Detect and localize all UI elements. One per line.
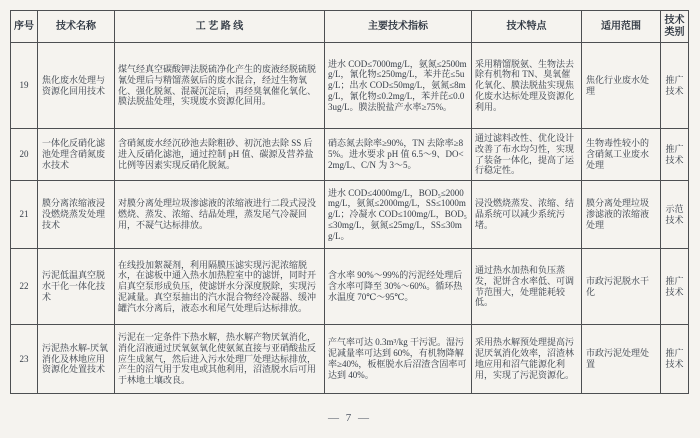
cell-tech-name: 污泥热水解-厌氧消化及林地应用资源化处置技术	[38, 325, 115, 394]
cell-features: 采用精馏脱氨、生物法去除有机物和 TN、臭氧催化氧化、膜法脱盐实现焦化废水达标处理及资源化利用。	[472, 43, 582, 129]
column-header-features: 技术特点	[472, 11, 582, 43]
cell-category: 推广技术	[661, 129, 689, 181]
table-row	[11, 43, 689, 129]
table-row	[11, 181, 689, 249]
cell-serial: 21	[11, 181, 38, 249]
technology-table	[10, 10, 689, 394]
page-number: — 7 —	[328, 412, 371, 424]
cell-indicators: 进水 COD≤7000mg/L，氨氮≤2500mg/L，氰化物≤250mg/L，苯并芘≤5ug/L；出水 COD≤50mg/L，氨氮≤8mg/L，氰化物≤0.2mg/L，苯并芘≤0.03ug/L。膜法脱盐产水率≥75%。	[325, 43, 472, 129]
column-header-name: 技术名称	[38, 11, 115, 43]
cell-category: 推广技术	[661, 43, 689, 129]
cell-category: 推广技术	[661, 325, 689, 394]
column-header-category: 技术类别	[661, 11, 689, 43]
column-header-scope: 适用范围	[582, 11, 661, 43]
cell-tech-name: 一体化反硝化滤池处理含硝氮废水技术	[38, 129, 115, 181]
cell-features: 通过热水加热和负压蒸发，泥饼含水率低、可调节范围大，处理能耗较低。	[472, 249, 582, 325]
table-header-row	[11, 11, 689, 43]
cell-indicators: 进水 COD≤4000mg/L，BOD₅≤2000mg/L，氨氮≤2000mg/L，SS≤1000mg/L；冷凝水 COD≤100mg/L，BOD₅≤30mg/L，氨氮≤25mg/L，SS≤30mg/L。	[325, 181, 472, 249]
cell-process: 对膜分离处理垃圾渗滤液的浓缩液进行二段式浸没燃烧、蒸发、浓缩、结晶处理，蒸发尾气冷凝回用，不凝气达标排放。	[115, 181, 325, 249]
cell-scope: 市政污泥处理处置	[582, 325, 661, 394]
cell-tech-name: 焦化废水处理与资源化回用技术	[38, 43, 115, 129]
cell-features: 通过滤料改性、优化设计改善了布水均匀性，实现了装备一体化，提高了运行稳定性。	[472, 129, 582, 181]
cell-process: 在线投加絮凝剂，利用隔膜压滤实现污泥浓缩脱水，在滤板中通入热水加热腔室中的滤饼，同时开启真空泵形成负压，使滤饼水分深度脱除，实现污泥减量。真空泵抽出的汽水混合物经冷凝器、缓冲罐汽水分离后，液态水和尾气处理后达标排放。	[115, 249, 325, 325]
cell-indicators: 硝态氮去除率≥90%，TN 去除率≥85%。进水要求 pH 值 6.5～9、DO<2mg/L、C/N 为 3～5。	[325, 129, 472, 181]
cell-serial: 23	[11, 325, 38, 394]
column-header-process: 工 艺 路 线	[115, 11, 325, 43]
cell-category: 示范技术	[661, 181, 689, 249]
column-header-indicators: 主要技术指标	[325, 11, 472, 43]
cell-scope: 市政污泥脱水干化	[582, 249, 661, 325]
cell-features: 采用热水解预处理提高污泥厌氧消化效率，沼渣林地应用和沼气能源化利用，实现了污泥资源化。	[472, 325, 582, 394]
cell-tech-name: 污泥低温真空脱水干化一体化技术	[38, 249, 115, 325]
cell-category: 推广技术	[661, 249, 689, 325]
cell-process: 煤气经真空碳酸钾法脱硫净化产生的废液经脱硫脱氰处理后与精馏蒸氨后的废水混合，经过生物氧化、强化脱氮、混凝沉淀后，再经臭氧催化氧化、膜法脱盐处理，实现废水资源化回用。	[115, 43, 325, 129]
cell-scope: 焦化行业废水处理	[582, 43, 661, 129]
table-row	[11, 129, 689, 181]
cell-process: 污泥在一定条件下热水解，热水解产物厌氧消化，消化沼液通过厌氧氨氧化使氨氮直接与亚硝酸盐反应生成氮气，然后进入污水处理厂处理达标排放，产生的沼气用于发电或其他利用，沼渣脱水后可用于林地土壤改良。	[115, 325, 325, 394]
column-header-no: 序号	[11, 11, 38, 43]
cell-tech-name: 膜分离浓缩液浸没燃烧蒸发处理技术	[38, 181, 115, 249]
cell-indicators: 产气率可达 0.3m³/kg 干污泥。湿污泥减量率可达到 60%，有机物降解率≥40%，板框脱水后沼渣含固率可达到 40%。	[325, 325, 472, 394]
cell-features: 浸没燃烧蒸发、浓缩、结晶系统可以减少系统污堵。	[472, 181, 582, 249]
cell-scope: 生物毒性较小的含硝氮工业废水处理	[582, 129, 661, 181]
cell-serial: 22	[11, 249, 38, 325]
cell-serial: 20	[11, 129, 38, 181]
cell-indicators: 含水率 90%～99%的污泥经处理后含水率可降至 30%～60%。循环热水温度 70℃～95℃。	[325, 249, 472, 325]
table-row	[11, 325, 689, 394]
cell-scope: 膜分离处理垃圾渗滤液的浓缩液处理	[582, 181, 661, 249]
cell-process: 含硝氮废水经沉砂池去除粗砂、初沉池去除 SS 后进入反硝化滤池，通过控制 pH 值、碳源及营养盐比例等因素实现反硝化脱氮。	[115, 129, 325, 181]
cell-serial: 19	[11, 43, 38, 129]
table-row	[11, 249, 689, 325]
